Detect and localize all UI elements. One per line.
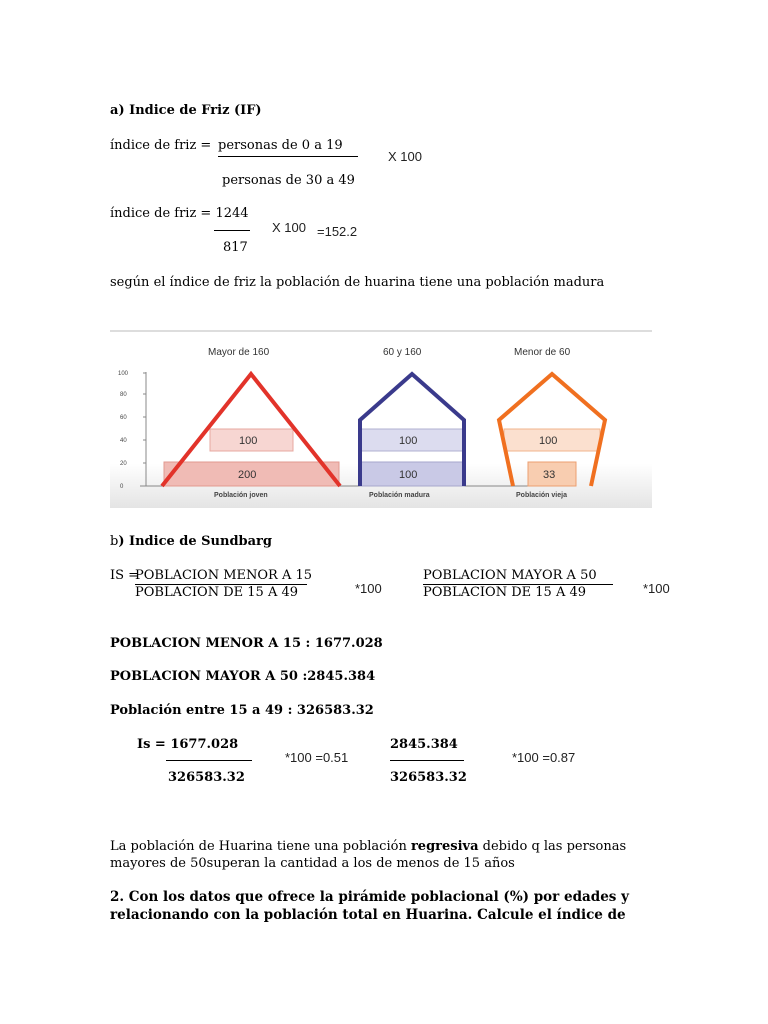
question-2: 2. Con los datos que ofrece la pirámide poblacional (%) por edades y relacionando con la población total en Huarina. Calcule el índice de [110, 889, 629, 923]
top-value: 100 [399, 435, 418, 447]
heading-text: ) Indice de Sundbarg [118, 534, 272, 549]
formula-denominator: personas de 30 a 49 [222, 173, 355, 188]
sundbarg-num-left: POBLACION MENOR A 15 [135, 568, 313, 583]
calc-lhs: índice de friz = 1244 [110, 206, 249, 221]
calc-right-bar [390, 760, 464, 761]
fraction-bar [218, 156, 358, 157]
formula-lhs: índice de friz = [110, 138, 212, 153]
top-value: 100 [239, 435, 258, 447]
y-tick-label: 40 [120, 438, 127, 444]
heading-letter: b [110, 534, 119, 549]
calc-left-bar [166, 760, 252, 761]
data-line-menor-15: POBLACION MENOR A 15 : 1677.028 [110, 636, 383, 651]
calc-left-denominator: 326583.32 [168, 770, 245, 785]
heading-friz [110, 103, 262, 118]
heading-letter: a [110, 103, 119, 118]
sundbarg-mult-right: *100 [643, 581, 670, 596]
y-tick-label: 20 [120, 461, 127, 467]
calc-fraction-bar [214, 230, 250, 231]
bottom-value: 100 [399, 469, 418, 481]
group-label: Población joven [214, 492, 268, 499]
calc-right-mult: *100 =0.87 [512, 750, 576, 765]
y-tick-label: 80 [120, 392, 127, 398]
calc-left-numerator: Is = 1677.028 [137, 737, 239, 752]
sundbarg-den-right: POBLACION DE 15 A 49 [423, 585, 587, 600]
y-tick-label: 100 [118, 371, 129, 377]
sundbarg-conclusion [110, 838, 630, 872]
data-line-15-49: Población entre 15 a 49 : 326583.32 [110, 703, 374, 718]
group-label: Población vieja [516, 492, 567, 499]
calc-denominator: 817 [223, 240, 248, 255]
times-100: X 100 [388, 149, 422, 164]
group-title: Menor de 60 [514, 347, 571, 358]
group-label: Población madura [369, 492, 430, 499]
calc-times: X 100 [272, 220, 306, 235]
y-tick-label: 0 [120, 484, 124, 490]
top-value: 100 [539, 435, 558, 447]
conclusion-text: debido q las personas mayores de 50superan la cantidad a los de menos de 15 años [110, 839, 627, 871]
calc-result: =152.2 [317, 224, 358, 239]
data-line-mayor-50: POBLACION MAYOR A 50 :2845.384 [110, 669, 376, 684]
sundbarg-den-left: POBLACION DE 15 A 49 [135, 585, 299, 600]
friz-conclusion: según el índice de friz la población de huarina tiene una población madura [110, 275, 605, 290]
conclusion-bold: regresiva [410, 839, 479, 854]
calc-left-mult: *100 =0.51 [285, 750, 349, 765]
is-prefix: IS = [110, 568, 140, 583]
calc-right-numerator: 2845.384 [390, 737, 458, 752]
population-figure [110, 330, 652, 508]
group-title: Mayor de 160 [208, 347, 270, 358]
heading-sundbarg [110, 534, 272, 549]
conclusion-text: La población de Huarina tiene una población [110, 839, 411, 854]
bottom-value: 33 [543, 469, 556, 481]
calc-right-denominator: 326583.32 [390, 770, 467, 785]
bottom-value: 200 [238, 469, 257, 481]
group-title: 60 y 160 [383, 347, 422, 358]
sundbarg-num-right: POBLACION MAYOR A 50 [423, 568, 597, 583]
heading-text: ) Indice de Friz (IF) [118, 103, 262, 118]
y-tick-label: 60 [120, 415, 127, 421]
formula-numerator: personas de 0 a 19 [218, 138, 343, 153]
sundbarg-mult-left: *100 [355, 581, 382, 596]
